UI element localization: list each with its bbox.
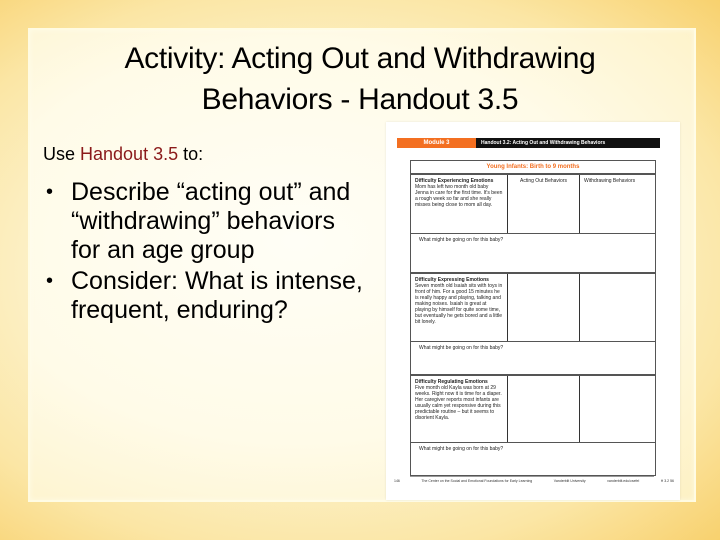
acting-out-cell <box>508 274 580 341</box>
footer-page: 146 <box>394 479 400 483</box>
bullet-list <box>44 178 364 327</box>
scenario-heading: Difficulty Expressing Emotions <box>415 277 489 283</box>
footer-university: Vanderbilt University <box>553 479 586 483</box>
footer-url: vanderbilt.edu/csefel <box>607 479 640 483</box>
lead-highlight: Handout 3.5 <box>80 144 179 164</box>
handout-image <box>386 122 680 500</box>
footer-divider <box>410 476 654 477</box>
bullet-item <box>44 267 364 325</box>
handout-footer <box>394 479 674 483</box>
scenario-row <box>411 175 655 234</box>
question-row: What might be going on for this baby? <box>411 342 655 376</box>
scenario-text: Five month old Kayla was born at 29 weeks. Right now it is time for a diaper. Her caregiver reports most infants are usually calm yet responsive during this predictable routine – but it seems to disorient Kayla. <box>415 385 502 421</box>
lead-prefix: Use <box>43 144 81 164</box>
age-group-header: Young Infants: Birth to 9 months <box>411 161 655 175</box>
footer-code: H 3.2 56 <box>660 479 674 483</box>
handout-title: Handout 3.2: Acting Out and Withdrawing Behaviors <box>476 138 660 148</box>
bullet-item <box>44 178 364 265</box>
scenario-row <box>411 376 655 443</box>
scenario-cell <box>411 376 508 442</box>
slide-title <box>28 38 692 120</box>
withdrawing-cell: Withdrawing Behaviors <box>584 178 636 184</box>
bullet-icon: • <box>46 181 54 203</box>
module-label: Module 3 <box>397 138 476 148</box>
scenario-cell <box>411 274 508 341</box>
withdrawing-cell <box>580 274 655 341</box>
bullet-text: Consider: What is intense, frequent, enduring? <box>71 267 363 324</box>
footer-org: The Center on the Social and Emotional Foundations for Early Learning <box>421 479 533 483</box>
scenario-row <box>411 274 655 342</box>
scenario-text: Seven month old Isaiah sits with toys in front of him. For a good 15 minutes he is really happy and playing, talking and making noises. Isaiah is great at playing by himself for quite some time, but eventually he gets bored and a little bit lonely. <box>415 283 503 325</box>
question-row: What might be going on for this baby? <box>419 446 504 452</box>
handout-table <box>410 160 656 476</box>
bullet-icon: • <box>46 270 54 292</box>
question-row: What might be going on for this baby? <box>411 234 655 274</box>
title-line-1: Activity: Acting Out and Withdrawing <box>124 42 596 75</box>
withdrawing-cell <box>580 376 655 442</box>
scenario-heading: Difficulty Regulating Emotions <box>415 379 488 385</box>
title-line-2: Behaviors - Handout 3.5 <box>201 83 519 116</box>
bullet-text: Describe “acting out” and “withdrawing” behaviors for an age group <box>71 178 351 264</box>
scenario-text: Mom has left two month old baby Jenna in care for the first time. It's been a rough week so far and she really misses being close to mom all day. <box>415 184 503 208</box>
acting-out-cell <box>508 376 580 442</box>
lead-suffix: to: <box>178 144 204 164</box>
scenario-heading: Difficulty Experiencing Emotions <box>415 178 494 184</box>
lead-text <box>43 144 203 165</box>
acting-out-cell: Acting Out Behaviors <box>508 175 580 233</box>
handout-header-bar <box>397 138 660 148</box>
scenario-cell <box>411 175 508 233</box>
